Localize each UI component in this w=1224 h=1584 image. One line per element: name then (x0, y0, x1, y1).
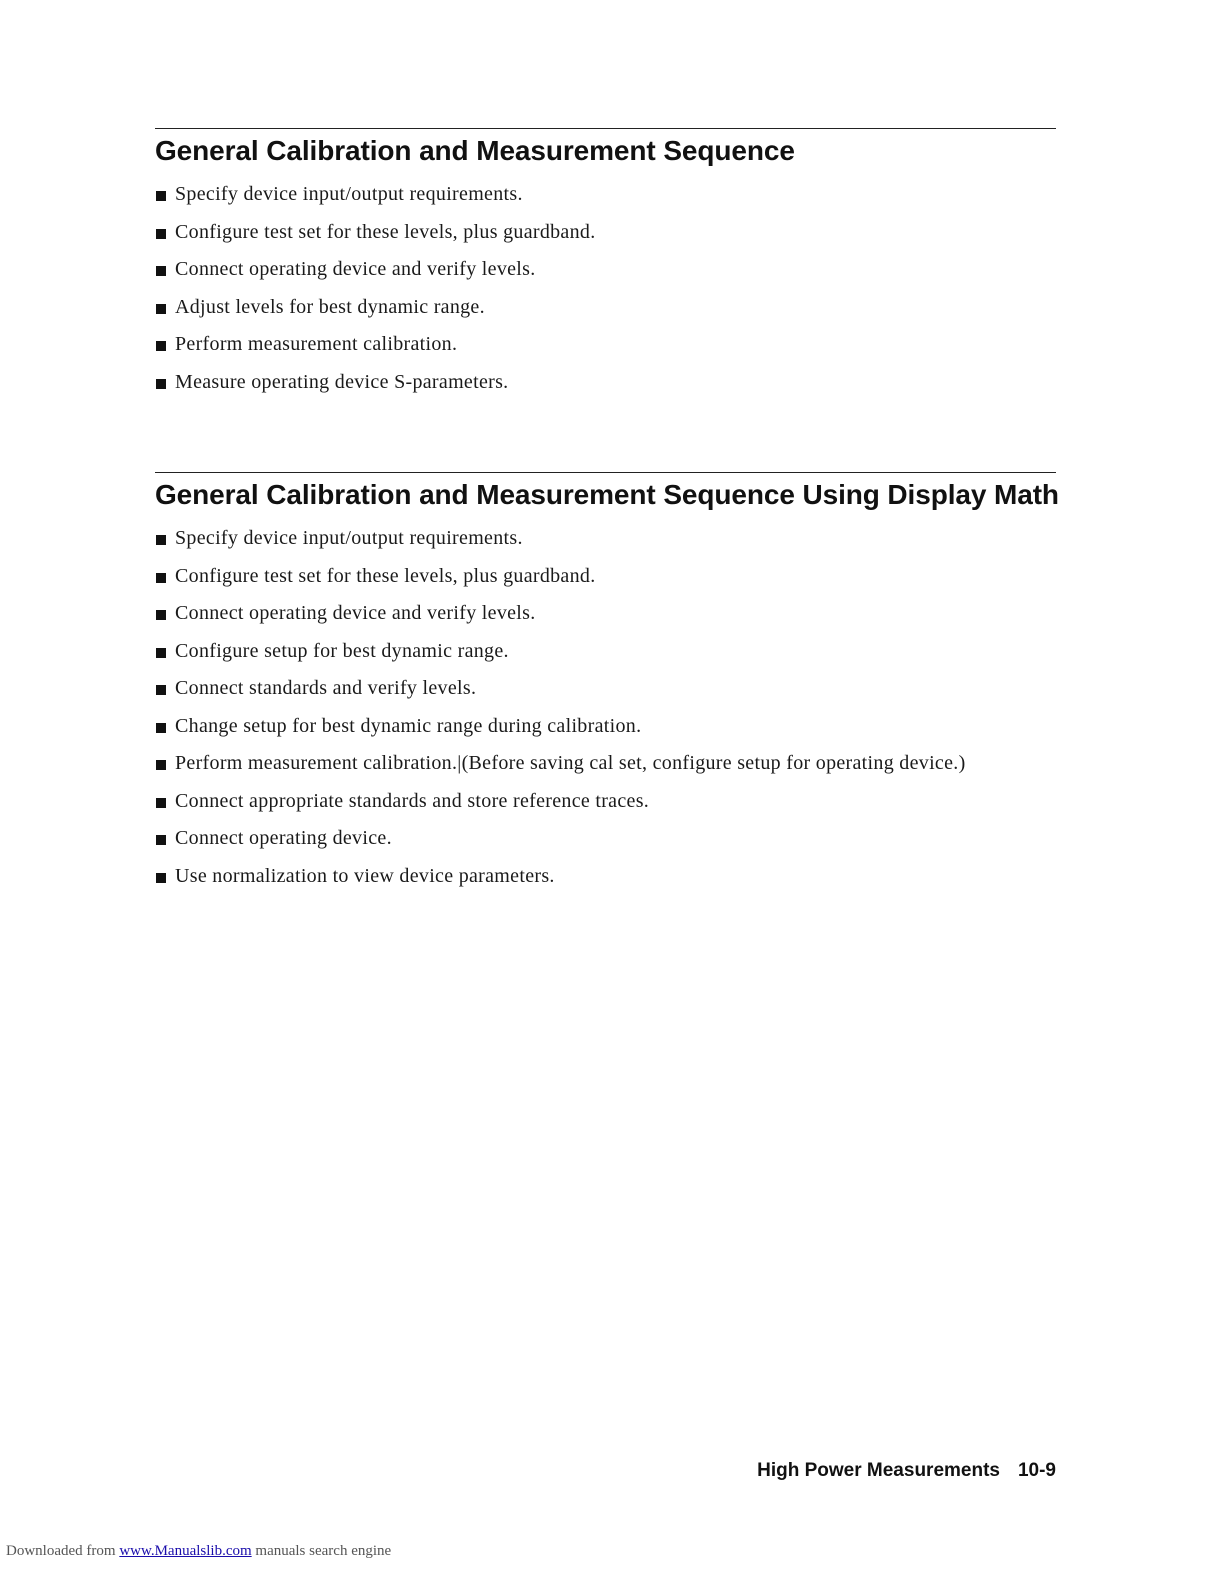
manualslib-link[interactable]: www.Manualslib.com (119, 1543, 252, 1559)
step-text: Measure operating device S-parameters. (175, 370, 509, 393)
step-text: Connect standards and verify levels. (175, 677, 477, 699)
section-divider (155, 128, 1056, 129)
bullet-icon (156, 648, 166, 658)
download-note-suffix: manuals search engine (255, 1543, 392, 1559)
chapter-title: High Power Measurements (757, 1460, 1000, 1481)
step-text: Perform measurement calibration. (175, 333, 458, 355)
list-item (155, 713, 1056, 739)
bullet-icon (156, 835, 166, 845)
step-text: Adjust levels for best dynamic range. (175, 295, 485, 318)
step-list (155, 525, 1056, 889)
list-item (155, 750, 1056, 776)
download-note (6, 1541, 391, 1561)
section-general-calibration (155, 128, 1056, 406)
step-text: Configure setup for best dynamic range. (175, 639, 509, 662)
bullet-icon (156, 229, 166, 239)
bullet-icon (156, 573, 166, 583)
step-text: Connect operating device and verify levels. (175, 258, 536, 280)
list-item (155, 331, 1056, 357)
list-item (155, 369, 1056, 395)
bullet-icon (156, 266, 166, 276)
list-item (155, 219, 1056, 245)
step-text: Connect operating device. (175, 827, 392, 849)
list-item (155, 256, 1056, 282)
section-divider (155, 472, 1056, 473)
list-item (155, 563, 1056, 589)
section-heading: General Calibration and Measurement Sequence Using Display Math (155, 479, 1059, 510)
list-item (155, 638, 1056, 664)
list-item (155, 863, 1056, 889)
bullet-icon (156, 304, 166, 314)
bullet-icon (156, 798, 166, 808)
bullet-icon (156, 379, 166, 389)
step-text: Specify device input/output requirements. (175, 183, 523, 205)
step-text: Connect appropriate standards and store reference traces. (175, 789, 650, 812)
step-text: Change setup for best dynamic range during calibration. (175, 714, 642, 737)
bullet-icon (156, 873, 166, 883)
step-text: Connect operating device and verify levels. (175, 602, 536, 624)
bullet-icon (156, 685, 166, 695)
step-text: Use normalization to view device parameters. (175, 864, 555, 887)
step-text: Configure test set for these levels, plus guardband. (175, 564, 596, 587)
list-item (155, 825, 1056, 851)
step-text: Specify device input/output requirements. (175, 527, 523, 549)
list-item (155, 788, 1056, 814)
page-footer (757, 1460, 1056, 1482)
bullet-icon (156, 760, 166, 770)
section-heading: General Calibration and Measurement Sequence (155, 135, 795, 166)
list-item (155, 294, 1056, 320)
bullet-icon (156, 610, 166, 620)
bullet-icon (156, 723, 166, 733)
step-text: Perform measurement calibration.|(Before saving cal set, configure setup for operating device.) (175, 752, 966, 774)
bullet-icon (156, 535, 166, 545)
section-display-math-sequence (155, 472, 1059, 900)
download-note-prefix: Downloaded from (6, 1543, 116, 1559)
bullet-icon (156, 191, 166, 201)
step-list (155, 181, 1056, 395)
bullet-icon (156, 341, 166, 351)
page-number: 10-9 (1017, 1460, 1056, 1481)
list-item (155, 675, 1056, 701)
list-item (155, 600, 1056, 626)
list-item (155, 525, 1056, 551)
list-item (155, 181, 1056, 207)
step-text: Configure test set for these levels, plus guardband. (175, 220, 596, 243)
